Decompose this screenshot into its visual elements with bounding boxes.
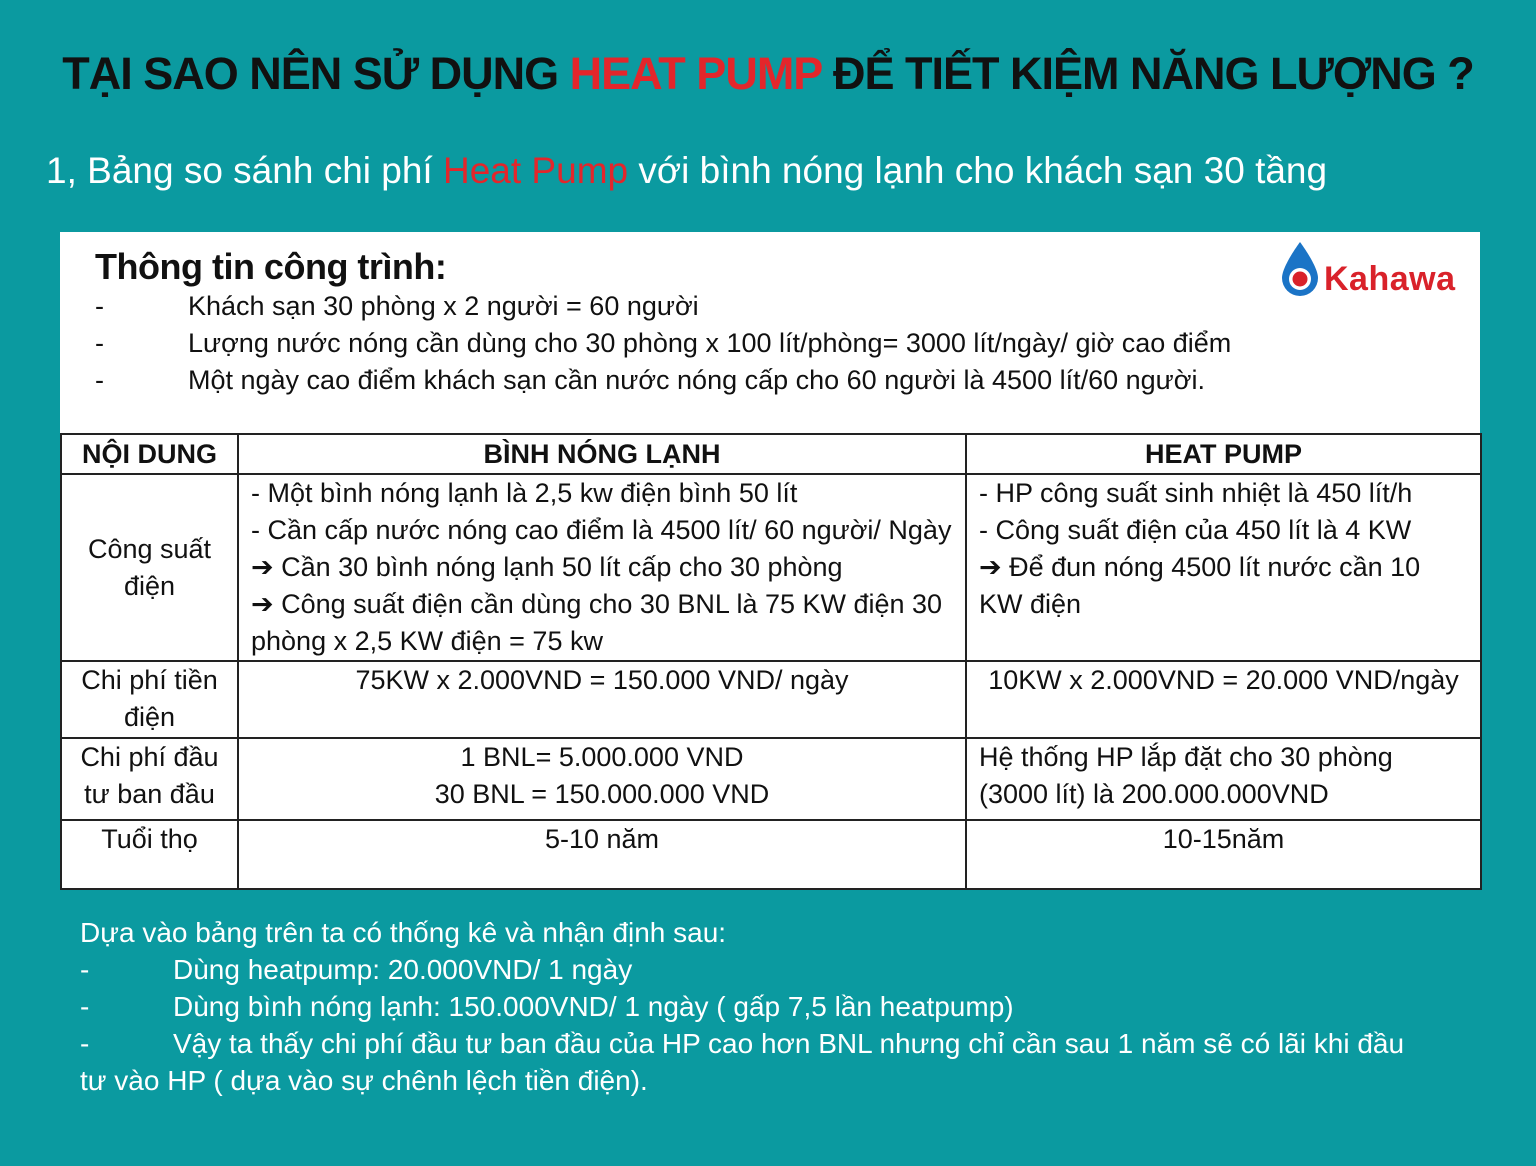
cell-line: - Cần cấp nước nóng cao điểm là 4500 lít/ 60 người/ Ngày <box>251 515 952 545</box>
hp-cost-cell: 10KW x 2.000VND = 20.000 VND/ngày <box>966 661 1481 738</box>
row-label-line: Công suất <box>87 533 212 564</box>
cell-line: phòng x 2,5 KW điện = 75 kw <box>251 626 603 656</box>
header-bnl: BÌNH NÓNG LẠNH <box>238 434 966 474</box>
cell-line-text: Cần 30 bình nóng lạnh 50 lít cấp cho 30 phòng <box>273 552 843 582</box>
cell-line: KW điện <box>979 589 1082 619</box>
table-row <box>61 820 1481 889</box>
cell-line <box>251 586 953 623</box>
page-title <box>0 48 1536 100</box>
cell-line <box>251 549 953 586</box>
water-drop-icon <box>1278 240 1322 300</box>
row-label: Tuổi thọ <box>61 820 238 889</box>
cell-line: (3000 lít) là 200.000.000VND <box>979 779 1329 809</box>
logo-text: Kahawa <box>1324 260 1456 298</box>
cell-line: - HP công suất sinh nhiệt là 450 lít/h <box>979 478 1413 508</box>
cell-line-text: Để đun nóng 4500 lít nước cần 10 <box>1001 552 1421 582</box>
header-content: NỘI DUNG <box>61 434 238 474</box>
conclusion-item-text: Dùng bình nóng lạnh: 150.000VND/ 1 ngày ( gấp 7,5 lần heatpump) <box>173 991 1014 1022</box>
row-label-line: tư ban đầu <box>84 779 215 809</box>
cell-line: 1 BNL= 5.000.000 VND <box>460 742 744 772</box>
cell-line: - Một bình nóng lạnh là 2,5 kw điện bình 50 lít <box>251 478 798 508</box>
bnl-invest-cell <box>238 738 966 820</box>
table-row <box>61 474 1481 661</box>
cell-line: 30 BNL = 150.000.000 VND <box>434 779 770 809</box>
conclusion-item-text: Vậy ta thấy chi phí đầu tư ban đầu của HP cao hơn BNL nhưng chỉ cần sau 1 năm sẽ có lãi khi đầu <box>173 1028 1405 1059</box>
conclusion-section <box>80 914 1460 1099</box>
info-item-text: Khách sạn 30 phòng x 2 người = 60 người <box>188 291 699 321</box>
cell-line <box>979 549 1468 586</box>
row-label <box>61 738 238 820</box>
row-label-line: điện <box>123 702 176 732</box>
hp-power-cell <box>966 474 1481 661</box>
row-label-line: Chi phí tiền <box>81 665 218 695</box>
cell-line-text: Công suất điện cần dùng cho 30 BNL là 75 KW điện 30 <box>273 589 943 619</box>
info-bullet: - <box>95 291 104 321</box>
conclusion-item-text: Dùng heatpump: 20.000VND/ 1 ngày <box>173 954 633 985</box>
table-row <box>61 738 1481 820</box>
hp-invest-cell <box>966 738 1481 820</box>
conclusion-item <box>80 951 1460 988</box>
cell-line: - Công suất điện của 450 lít là 4 KW <box>979 515 1412 545</box>
conclusion-intro: Dựa vào bảng trên ta có thống kê và nhận định sau: <box>80 917 727 948</box>
title-highlight: HEAT PUMP <box>569 48 822 99</box>
title-part1: TẠI SAO NÊN SỬ DỤNG <box>62 48 570 99</box>
subtitle-highlight: Heat Pump <box>443 150 629 191</box>
info-item-text: Một ngày cao điểm khách sạn cần nước nóng cấp cho 60 người là 4500 lít/60 người. <box>188 365 1205 395</box>
cell-line: Hệ thống HP lắp đặt cho 30 phòng <box>979 742 1393 772</box>
info-item-text: Lượng nước nóng cần dùng cho 30 phòng x 100 lít/phòng= 3000 lít/ngày/ giờ cao điểm <box>188 328 1232 358</box>
info-bullet: - <box>95 328 104 358</box>
comparison-table <box>60 433 1482 890</box>
table-row <box>61 661 1481 738</box>
row-label <box>61 474 238 661</box>
kahawa-logo <box>1278 240 1473 300</box>
table-header-row <box>61 434 1481 474</box>
bnl-cost-cell: 75KW x 2.000VND = 150.000 VND/ ngày <box>238 661 966 738</box>
conclusion-item <box>80 1025 1460 1062</box>
hp-life-cell: 10-15năm <box>966 820 1481 889</box>
bnl-life-cell: 5-10 năm <box>238 820 966 889</box>
conclusion-item <box>80 988 1460 1025</box>
section-subtitle <box>46 150 1327 192</box>
info-title: Thông tin công trình: <box>95 246 447 287</box>
row-label-line: điện <box>123 570 176 601</box>
title-part2: ĐỂ TIẾT KIỆM NĂNG LƯỢNG ? <box>821 48 1474 99</box>
subtitle-part2: với bình nóng lạnh cho khách sạn 30 tầng <box>628 150 1328 191</box>
conclusion-bullet: - <box>80 954 90 985</box>
conclusion-bullet: - <box>80 1028 90 1059</box>
arrow-right-icon: ➔ <box>251 589 274 619</box>
conclusion-bullet: - <box>80 991 90 1022</box>
bnl-power-cell <box>238 474 966 661</box>
header-heatpump: HEAT PUMP <box>966 434 1481 474</box>
row-label-line: Chi phí đầu <box>80 742 219 772</box>
arrow-right-icon: ➔ <box>979 552 1002 582</box>
conclusion-continuation: tư vào HP ( dựa vào sự chênh lệch tiền điện). <box>80 1065 648 1096</box>
comparison-card <box>60 232 1480 888</box>
subtitle-part1: 1, Bảng so sánh chi phí <box>46 150 443 191</box>
row-label <box>61 661 238 738</box>
arrow-right-icon: ➔ <box>251 552 274 582</box>
info-bullet: - <box>95 365 104 395</box>
